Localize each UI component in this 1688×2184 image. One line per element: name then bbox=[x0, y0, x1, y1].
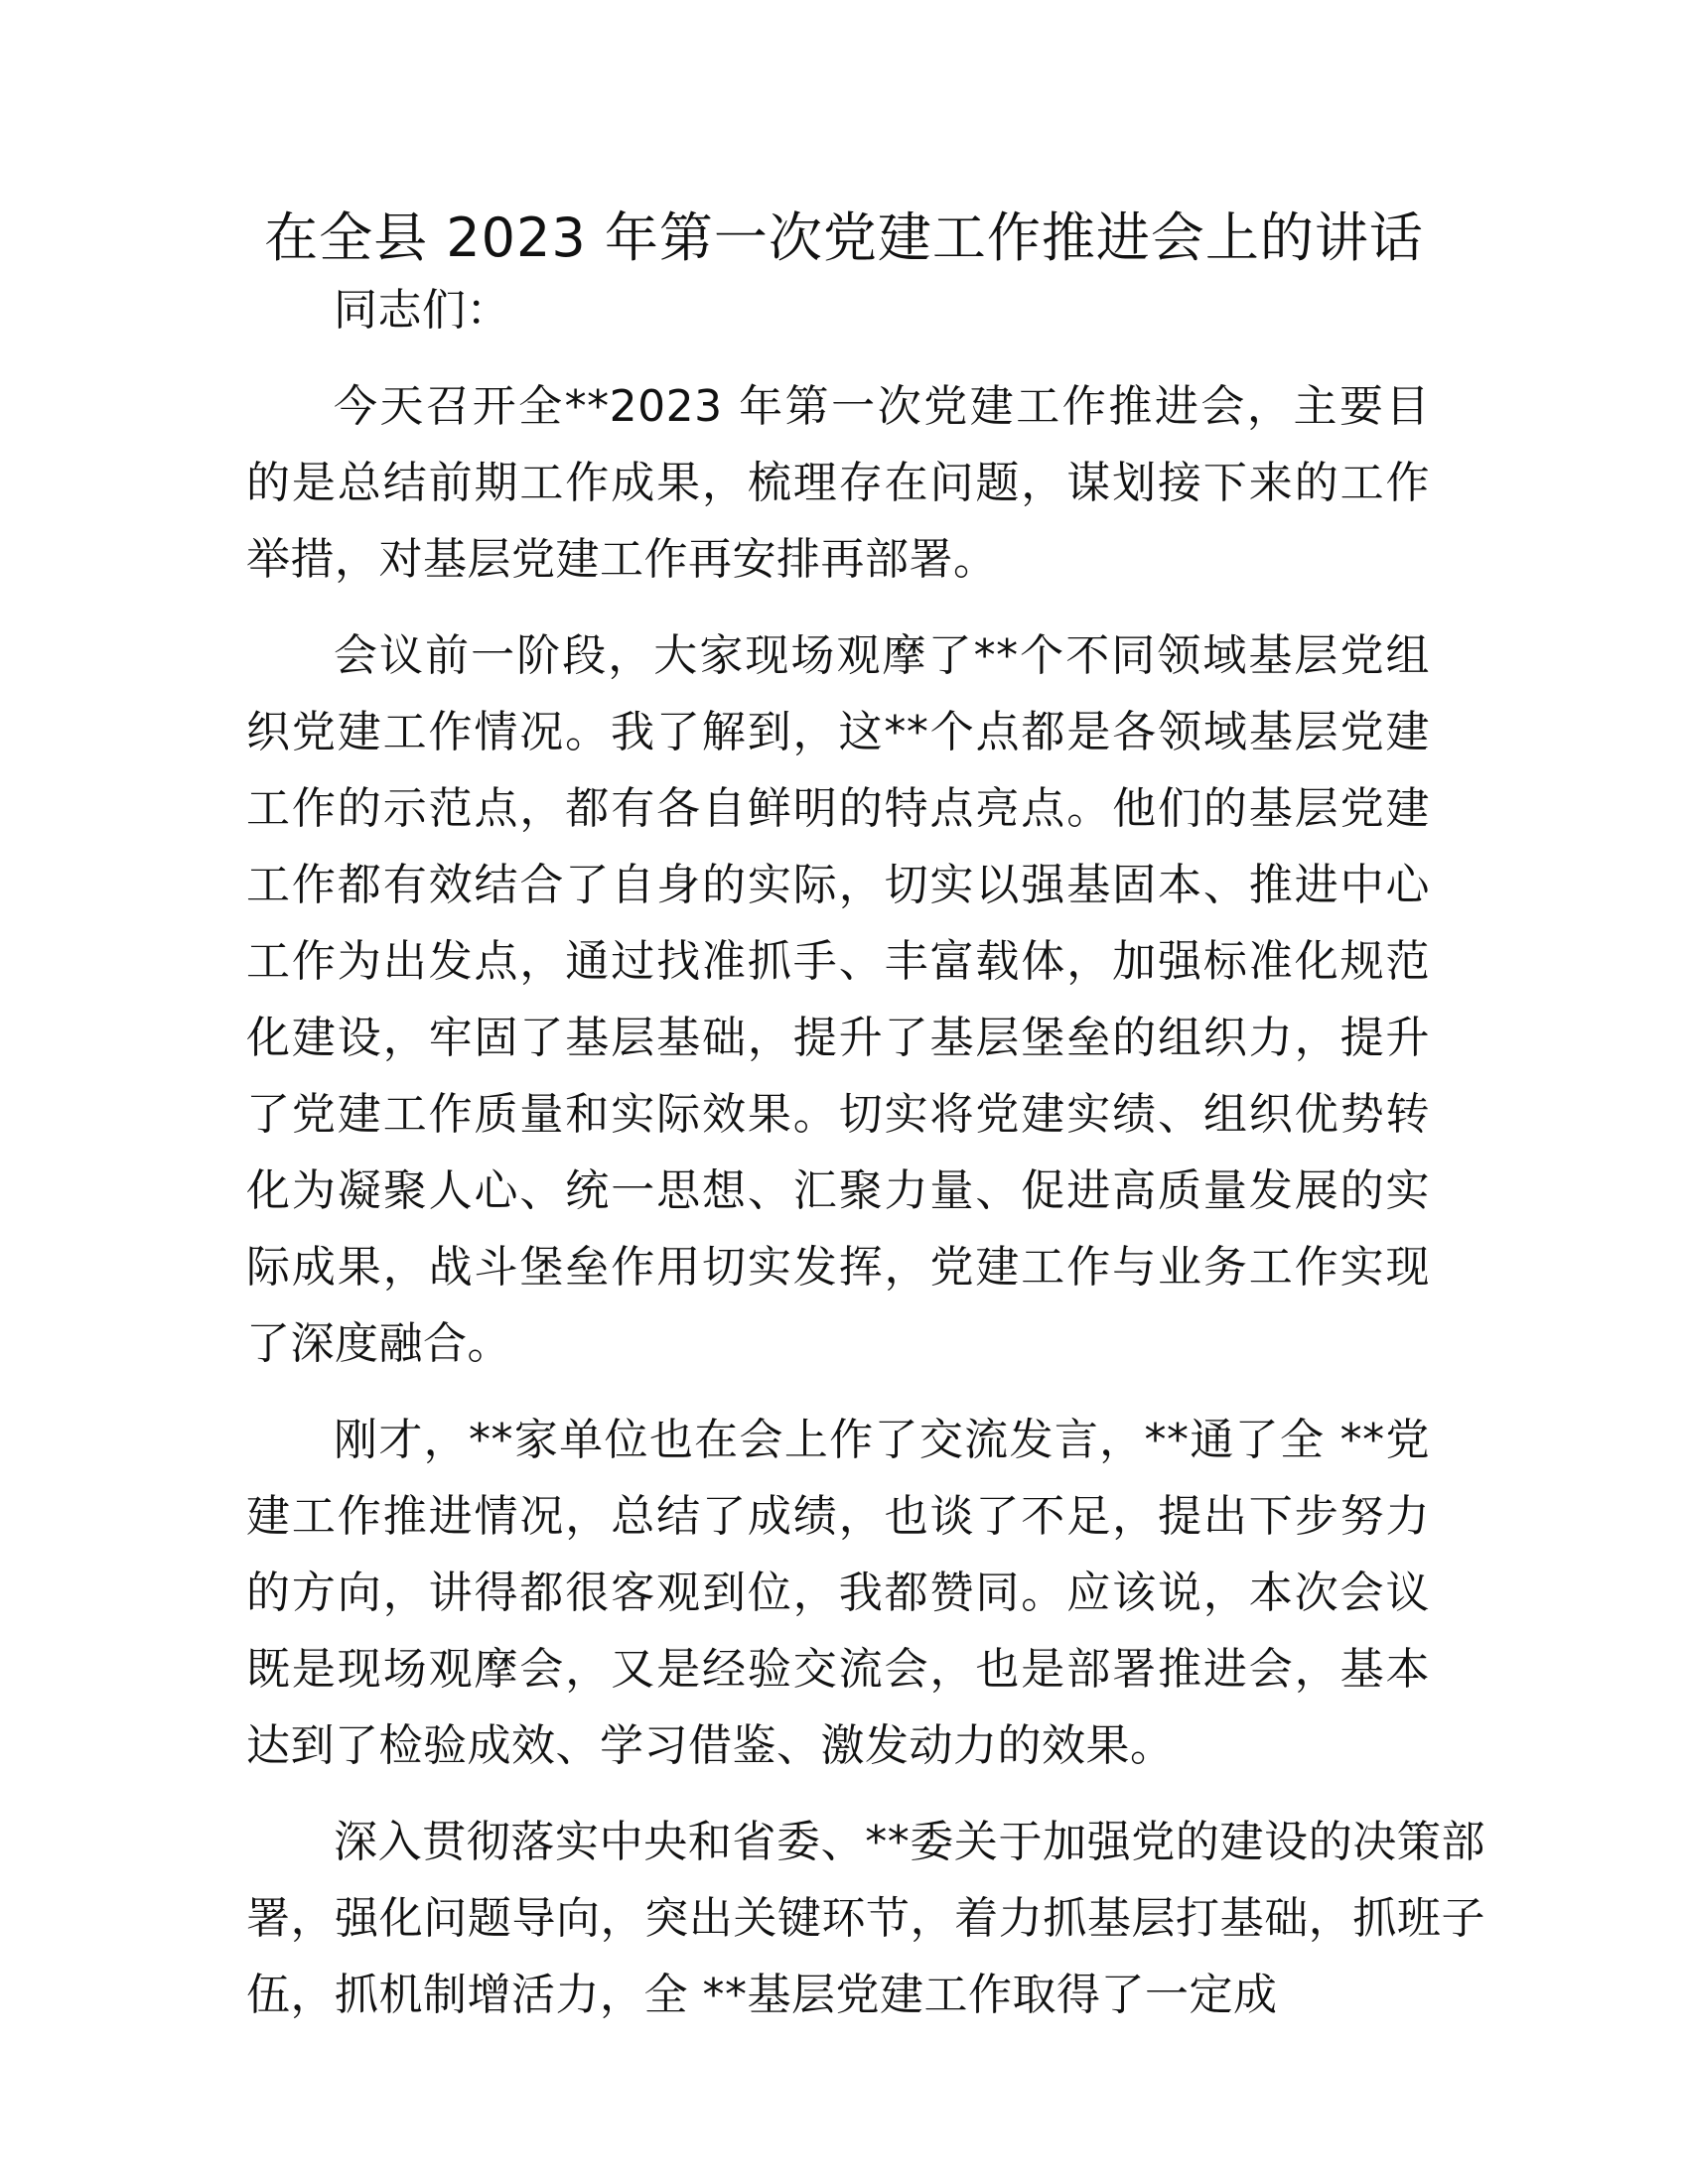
paragraph-1: 今天召开全**2023 年第一次党建工作推进会，主要目的是总结前期工作成果，梳理存在问题，谋划接下来的工作举措，对基层党建工作再安排再部署。 bbox=[246, 381, 1430, 585]
paragraph-3: 刚才，**家单位也在会上作了交流发言，**通了全 **党建工作推进情况，总结了成绩，也谈了不足，提出下步努力的方向，讲得都很客观到位，我都赞同。应该说，本次会议既是现场观摩会，又是经验交流会，也是部署推进会，基本达到了检验成效、学习借鉴、激发动力的效果。 bbox=[246, 1415, 1430, 1771]
document-body bbox=[246, 272, 1485, 2053]
document-title: 在全县 2023 年第一次党建工作推进会上的讲话 bbox=[264, 206, 1424, 269]
salutation: 同志们： bbox=[334, 285, 510, 336]
paragraph-4: 深入贯彻落实中央和省委、**委关于加强党的建设的决策部署，强化问题导向，突出关键环节，着力抓基层打基础，抓班子伍，抓机制增活力，全 **基层党建工作取得了一定成 bbox=[246, 1817, 1485, 2020]
paragraph-2: 会议前一阶段，大家现场观摩了**个不同领域基层党组织党建工作情况。我了解到，这**个点都是各领域基层党建工作的示范点，都有各自鲜明的特点亮点。他们的基层党建工作都有效结合了自身的实际，切实以强基固本、推进中心工作为出发点，通过找准抓手、丰富载体，加强标准化规范化建设，牢固了基层基础，提升了基层堡垒的组织力，提升了党建工作质量和实际效果。切实将党建实绩、组织优势转化为凝聚人心、统一思想、汇聚力量、促进高质量发展的实际成果，战斗堡垒作用切实发挥，党建工作与业务工作实现了深度融合。 bbox=[246, 630, 1430, 1369]
